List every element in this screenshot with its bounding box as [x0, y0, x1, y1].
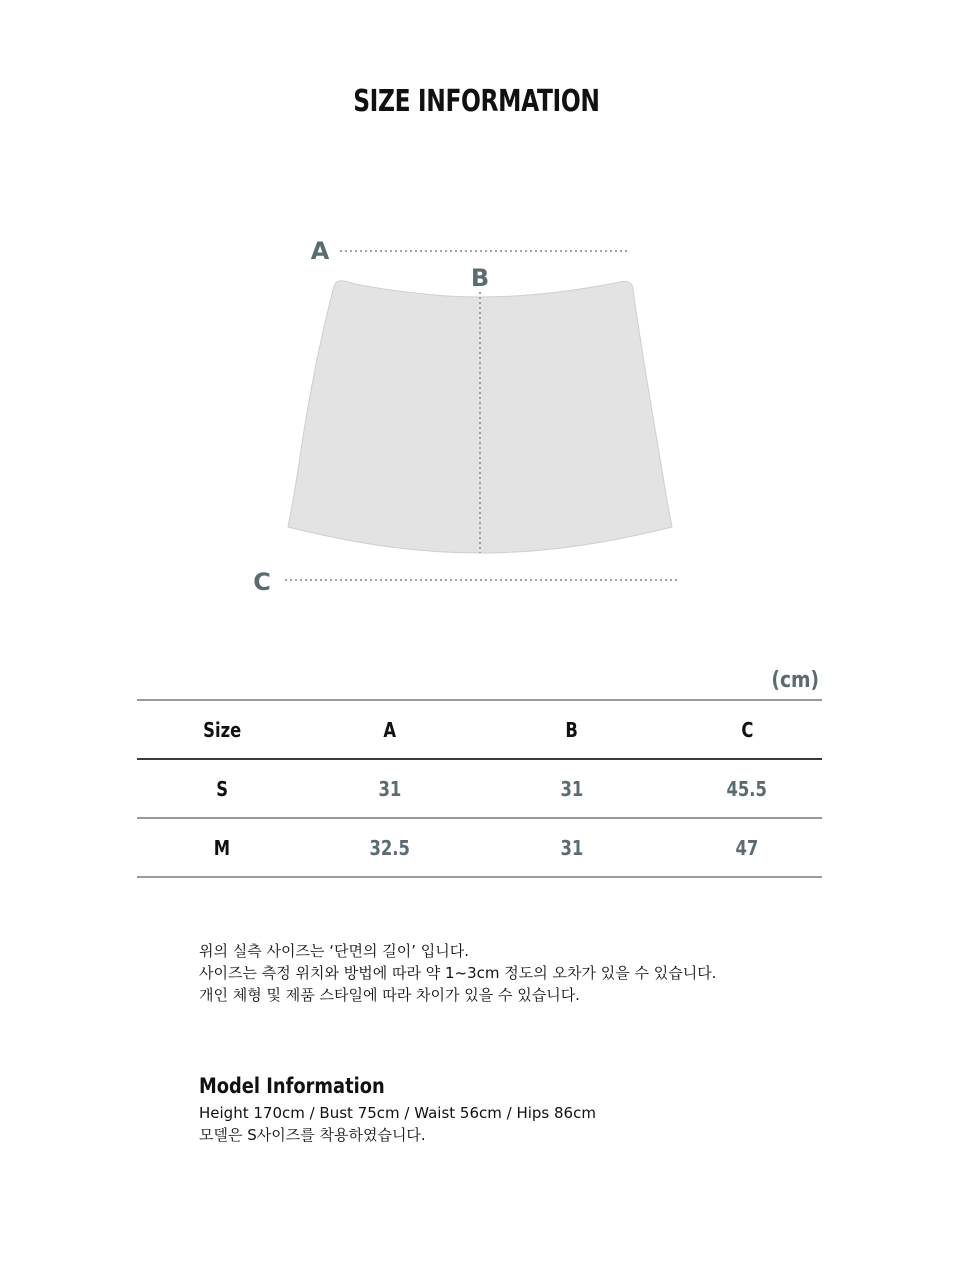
cell-size: M: [213, 835, 231, 860]
note-line: 사이즈는 측정 위치와 방법에 따라 약 1~3cm 정도의 오차가 있을 수 있습니다.: [199, 964, 717, 982]
header-c: C: [740, 717, 754, 742]
label-b: B: [470, 264, 490, 292]
cell-size: S: [216, 776, 228, 801]
note-line: 위의 실측 사이즈는 ‘단면의 길이’ 입니다.: [199, 942, 469, 960]
cell-b: 31: [560, 835, 584, 860]
model-wearing: 모델은 S사이즈를 착용하였습니다.: [199, 1126, 426, 1144]
table-row: [137, 759, 822, 818]
table-row: [137, 818, 822, 877]
cell-c: 45.5: [726, 776, 768, 801]
unit-label: (cm): [771, 668, 819, 693]
header-a: A: [383, 717, 396, 742]
size-table: [137, 699, 822, 878]
note-line: 개인 체형 및 제품 스타일에 따라 차이가 있을 수 있습니다.: [199, 986, 580, 1004]
model-title: Model Information: [199, 1074, 385, 1098]
page-title: SIZE INFORMATION: [353, 84, 600, 119]
size-notes: [199, 940, 716, 1006]
model-information: [199, 1074, 596, 1146]
header-b: B: [565, 717, 579, 742]
label-a: A: [310, 237, 330, 265]
table-header-row: [137, 700, 822, 759]
model-measurements: Height 170cm / Bust 75cm / Waist 56cm / Hips 86cm: [199, 1104, 596, 1122]
cell-a: 31: [378, 776, 401, 801]
cell-b: 31: [560, 776, 584, 801]
header-size: Size: [202, 717, 242, 742]
label-c: C: [253, 568, 271, 596]
cell-c: 47: [735, 835, 759, 860]
cell-a: 32.5: [369, 835, 410, 860]
